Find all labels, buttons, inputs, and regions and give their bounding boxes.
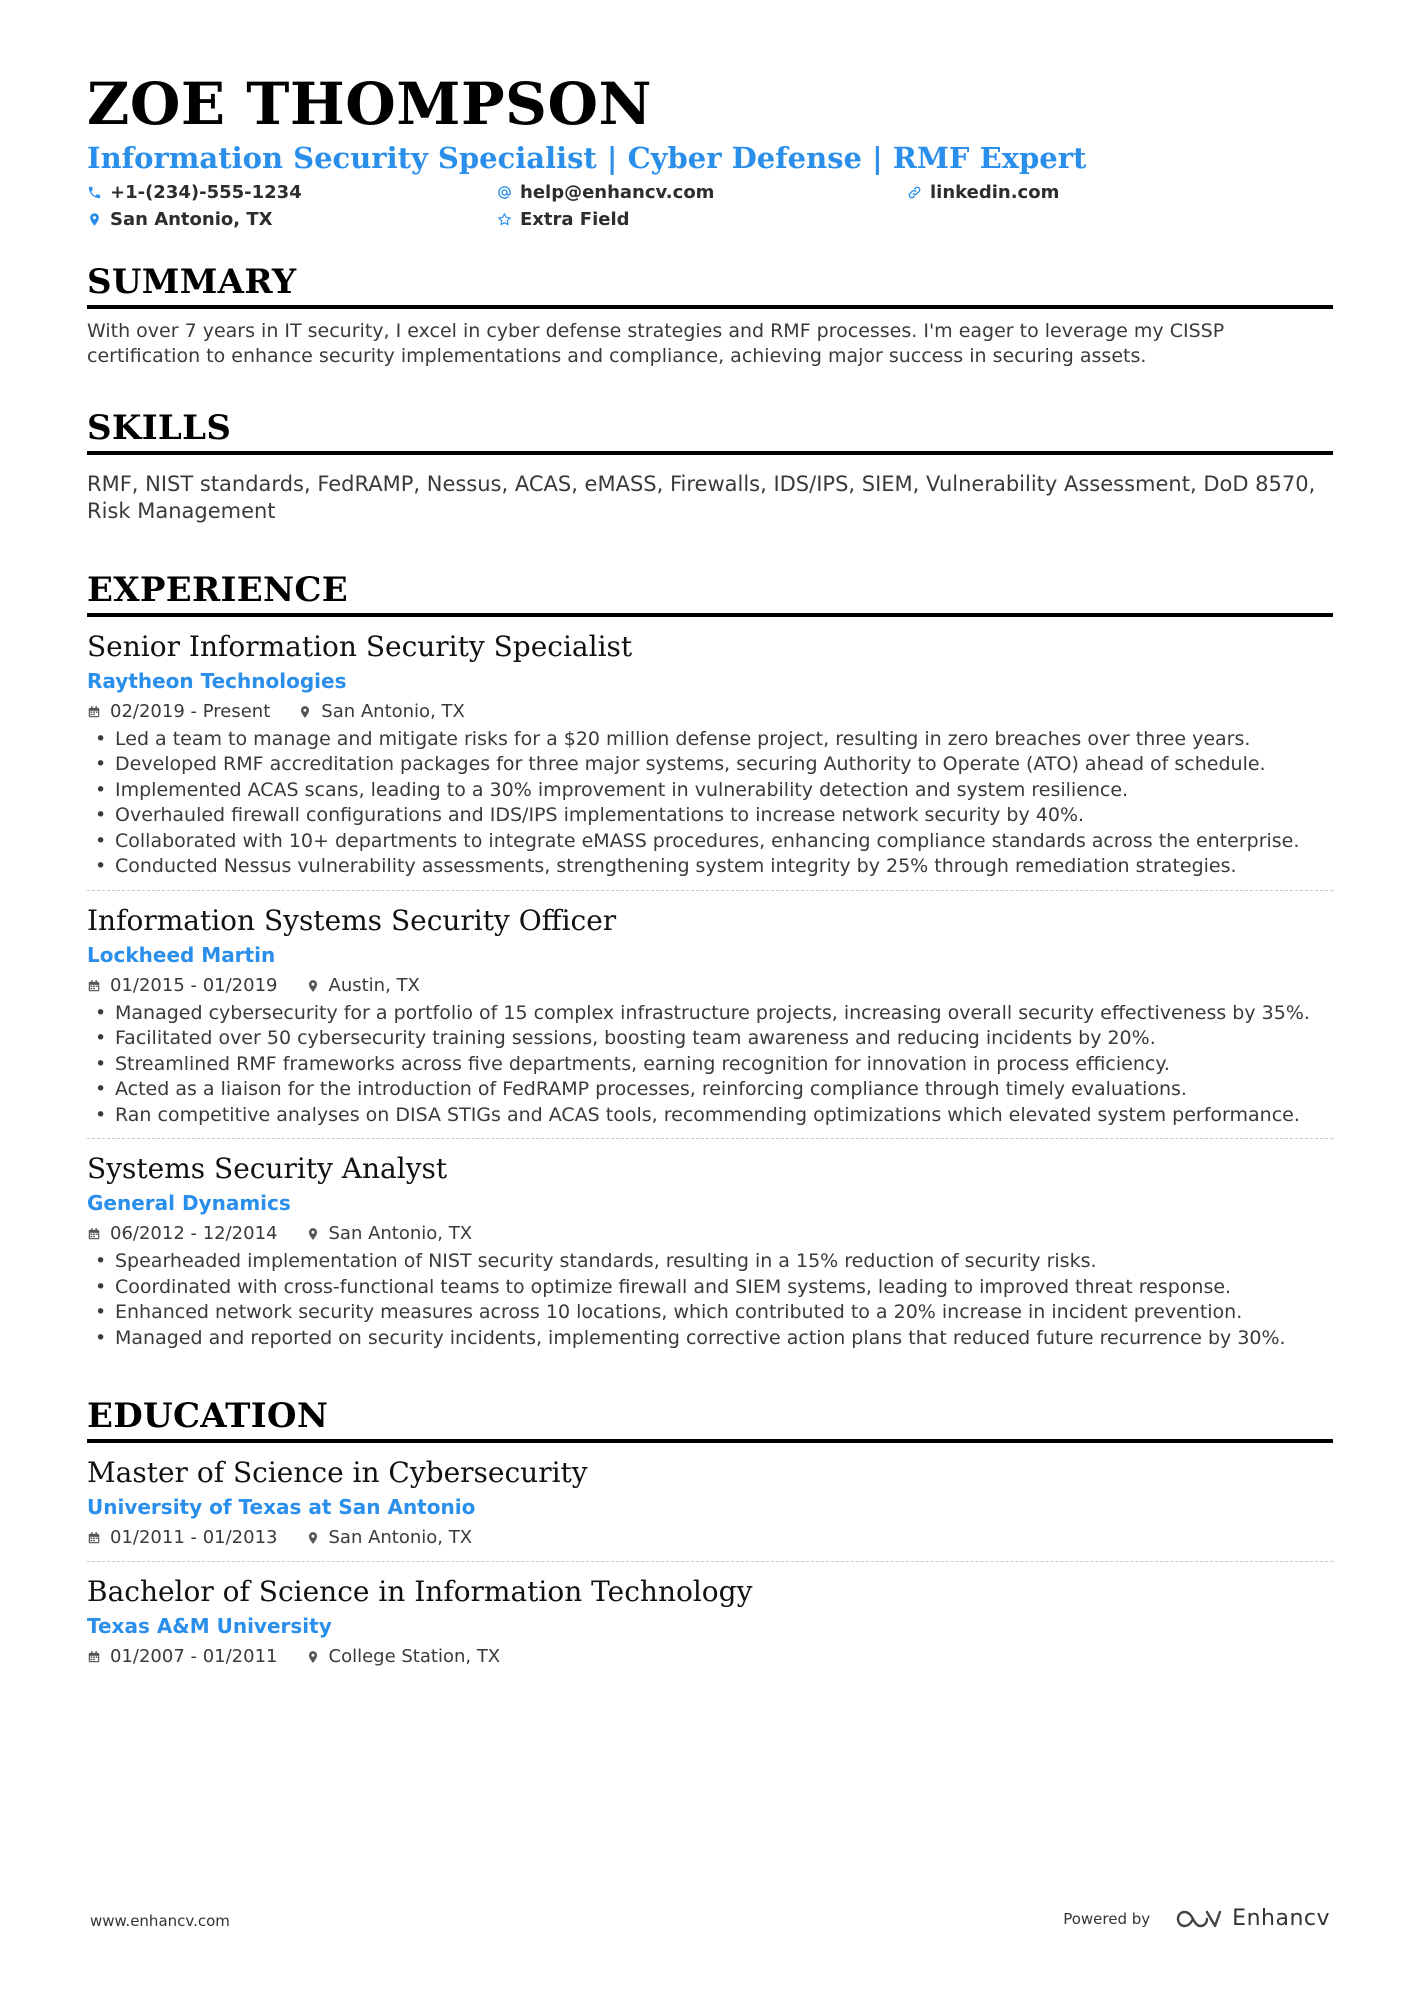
location-pin-icon (87, 212, 102, 227)
contact-phone[interactable] (87, 181, 497, 204)
achievement-list (87, 1249, 1333, 1351)
job-location (306, 1221, 473, 1247)
company-name[interactable]: Lockheed Martin (87, 942, 276, 967)
achievement-item: • Collaborated with 10+ departments to integrate eMASS procedures, enhancing compliance standards across the enterprise. (87, 829, 1333, 855)
skills-section (87, 407, 1333, 525)
job-title: Senior Information Security Specialist (87, 629, 633, 663)
achievement-list (87, 1001, 1333, 1129)
headline: Information Security Specialist | Cyber Defense | RMF Expert (87, 141, 1087, 175)
achievement-item: • Managed and reported on security incidents, implementing corrective action plans that reduced future recurrence by 30%. (87, 1326, 1333, 1352)
candidate-name: ZOE THOMPSON (87, 70, 652, 138)
calendar-icon (87, 979, 101, 993)
achievement-item: • Overhauled firewall configurations and IDS/IPS implementations to increase network security by 40%. (87, 803, 1333, 829)
education-dates (87, 1525, 278, 1551)
school-name[interactable]: University of Texas at San Antonio (87, 1495, 476, 1520)
education-meta (87, 1644, 1333, 1670)
education-entry (87, 1443, 1333, 1561)
calendar-icon (87, 1650, 101, 1664)
contact-linkedin[interactable] (907, 181, 1333, 204)
dates-text: 02/2019 - Present (110, 700, 271, 722)
calendar-icon (87, 1227, 101, 1241)
skills-text: RMF, NIST standards, FedRAMP, Nessus, ACAS, eMASS, Firewalls, IDS/IPS, SIEM, Vulnerability Assessment, DoD 8570, Risk Management (87, 471, 1316, 523)
achievement-item: • Coordinated with cross-functional teams to optimize firewall and SIEM systems, leading to improved threat response. (87, 1275, 1333, 1301)
achievement-item: • Implemented ACAS scans, leading to a 30% improvement in vulnerability detection and system resilience. (87, 778, 1333, 804)
link-icon (907, 185, 922, 200)
experience-heading: EXPERIENCE (87, 573, 1333, 617)
degree-title: Master of Science in Cybersecurity (87, 1456, 588, 1490)
location-text: San Antonio, TX (321, 700, 465, 722)
achievement-item: • Led a team to manage and mitigate risks for a $20 million defense project, resulting in zero breaches over three years. (87, 727, 1333, 753)
school-name[interactable]: Texas A&M University (87, 1614, 332, 1639)
summary-text: With over 7 years in IT security, I excel in cyber defense strategies and RMF processes. I'm eager to leverage my CISSP certification to enhance security implementations and compliance, achieving major success in securing assets. (87, 319, 1225, 367)
achievement-item: • Facilitated over 50 cybersecurity training sessions, boosting team awareness and reducing incidents by 20%. (87, 1026, 1333, 1052)
dates-text: 06/2012 - 12/2014 (110, 1223, 278, 1245)
experience-entry (87, 1138, 1333, 1361)
achievement-item: • Managed cybersecurity for a portfolio of 15 complex infrastructure projects, increasing overall security effectiveness by 35%. (87, 1001, 1333, 1027)
star-icon (497, 212, 512, 227)
dates-text: 01/2011 - 01/2013 (110, 1527, 278, 1549)
education-section (87, 1396, 1333, 1680)
achievement-item: • Ran competitive analyses on DISA STIGs and ACAS tools, recommending optimizations which elevated system performance. (87, 1103, 1333, 1129)
calendar-icon (87, 1531, 101, 1545)
job-location (298, 699, 465, 725)
location-text: Austin, TX (328, 974, 420, 996)
location-pin-icon (306, 1531, 320, 1545)
linkedin-text: linkedin.com (930, 181, 1060, 203)
education-dates (87, 1644, 278, 1670)
enhancv-logo-icon (1174, 1907, 1222, 1931)
job-location (306, 973, 420, 999)
email-text: help@enhancv.com (520, 181, 715, 203)
achievement-item: • Streamlined RMF frameworks across five departments, earning recognition for innovation in process efficiency. (87, 1052, 1333, 1078)
achievement-list (87, 727, 1333, 880)
job-title: Systems Security Analyst (87, 1152, 448, 1186)
contact-email[interactable] (497, 181, 907, 204)
job-dates (87, 1221, 278, 1247)
experience-entry (87, 617, 1333, 890)
phone-text: +1-(234)-555-1234 (110, 181, 302, 203)
location-pin-icon (298, 705, 312, 719)
location-text: San Antonio, TX (110, 208, 273, 230)
experience-entry (87, 890, 1333, 1139)
education-location (306, 1644, 501, 1670)
location-pin-icon (306, 979, 320, 993)
job-title: Information Systems Security Officer (87, 903, 617, 937)
job-dates (87, 699, 270, 725)
achievement-item: • Conducted Nessus vulnerability assessments, strengthening system integrity by 25% through remediation strategies. (87, 854, 1333, 880)
resume-page (87, 70, 1333, 1680)
achievement-item: • Enhanced network security measures across 10 locations, which contributed to a 20% increase in incident prevention. (87, 1300, 1333, 1326)
company-name[interactable]: General Dynamics (87, 1191, 291, 1216)
page-footer (90, 1906, 1330, 1936)
extra-field-text: Extra Field (520, 208, 630, 230)
contact-location (87, 208, 497, 231)
location-text: College Station, TX (328, 1646, 501, 1668)
location-text: San Antonio, TX (328, 1223, 473, 1245)
dates-text: 01/2007 - 01/2011 (110, 1646, 278, 1668)
job-meta (87, 699, 1333, 725)
contact-info (87, 181, 1333, 231)
powered-by-label: Powered by (1063, 1909, 1151, 1928)
at-icon (497, 185, 512, 200)
degree-title: Bachelor of Science in Information Technology (87, 1575, 753, 1609)
job-dates (87, 973, 278, 999)
education-meta (87, 1525, 1333, 1551)
footer-website[interactable]: www.enhancv.com (90, 1912, 230, 1930)
achievement-item: • Acted as a liaison for the introduction of FedRAMP processes, reinforcing compliance through timely evaluations. (87, 1077, 1333, 1103)
education-entry (87, 1561, 1333, 1680)
skills-heading: SKILLS (87, 411, 1333, 455)
calendar-icon (87, 705, 101, 719)
experience-section (87, 569, 1333, 1362)
location-pin-icon (306, 1650, 320, 1664)
achievement-item: • Developed RMF accreditation packages for three major systems, securing Authority to Operate (ATO) ahead of schedule. (87, 752, 1333, 778)
job-meta (87, 973, 1333, 999)
job-meta (87, 1221, 1333, 1247)
phone-icon (87, 185, 102, 200)
summary-heading: SUMMARY (87, 265, 1333, 309)
brand-name[interactable]: Enhancv (1232, 1906, 1330, 1931)
education-location (306, 1525, 473, 1551)
company-name[interactable]: Raytheon Technologies (87, 668, 347, 693)
summary-section (87, 261, 1333, 369)
footer-branding (1063, 1906, 1330, 1931)
location-text: San Antonio, TX (328, 1527, 473, 1549)
dates-text: 01/2015 - 01/2019 (110, 974, 278, 996)
contact-extra (497, 208, 907, 231)
location-pin-icon (306, 1227, 320, 1241)
achievement-item: • Spearheaded implementation of NIST security standards, resulting in a 15% reduction of security risks. (87, 1249, 1333, 1275)
education-heading: EDUCATION (87, 1399, 1333, 1443)
